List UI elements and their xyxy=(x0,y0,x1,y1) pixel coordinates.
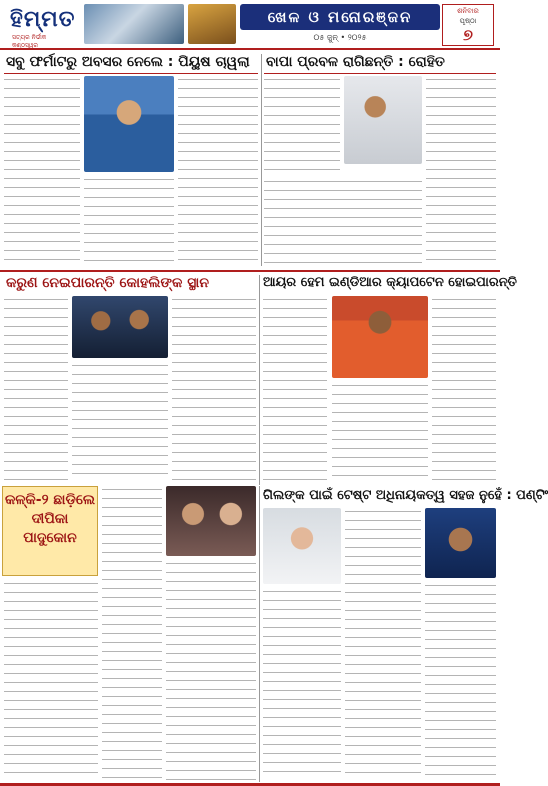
ponting-photo xyxy=(263,508,341,584)
story-karun-col1 xyxy=(4,296,68,482)
logo-text: ହିମ୍ମତ xyxy=(10,6,76,32)
banner-player-photo xyxy=(188,4,236,44)
page-number: ୭ xyxy=(463,25,473,44)
story-iyer-headline[interactable]: ଆୟର ହେମ ଇଣ୍ଡିଆର କ୍ୟାପଟେନ ହୋଇପାରନ୍ତି xyxy=(263,275,517,290)
section-divider xyxy=(0,270,500,272)
story-chawla-col2 xyxy=(84,176,174,266)
story-deepika-col3 xyxy=(166,560,256,780)
logo-tagline: ସତ୍ୟର ନିର୍ଭୀକ କଣ୍ଠସ୍ୱର xyxy=(12,34,47,49)
page-label: ପୃଷ୍ଠା xyxy=(459,17,477,25)
story-rohit-body xyxy=(264,178,422,266)
story-karun-col2 xyxy=(72,362,168,482)
masthead xyxy=(0,0,500,50)
story-deepika-col2 xyxy=(102,486,162,780)
section-title-bar xyxy=(240,4,440,30)
story-deepika-col1 xyxy=(4,580,98,780)
story-ponting-col3 xyxy=(425,582,496,780)
story-rohit-col1 xyxy=(264,76,340,176)
story-chawla-col1 xyxy=(4,76,80,266)
banner-stadium-photo xyxy=(84,4,184,44)
gill-photo xyxy=(425,508,496,578)
rohit-photo xyxy=(344,76,422,164)
column-divider xyxy=(259,486,260,782)
story-chawla-col3 xyxy=(178,76,258,266)
story-ponting-col1 xyxy=(263,588,341,780)
chawla-photo xyxy=(84,76,174,172)
kohli-photo xyxy=(72,296,168,358)
deepika-photo xyxy=(166,486,256,556)
story-karun-col3 xyxy=(172,296,256,482)
story-iyer-col2 xyxy=(332,382,428,482)
column-divider xyxy=(261,54,262,266)
story-rohit-col3 xyxy=(426,76,496,266)
story-karun-headline[interactable]: କରୁଣ ନେଇପାରନ୍ତି କୋହଲିଙ୍କ ସ୍ଥାନ xyxy=(6,275,209,291)
page-number-box xyxy=(442,4,494,46)
story-deepika-headline-box[interactable] xyxy=(2,486,98,576)
column-divider xyxy=(259,275,260,485)
story-rohit-headline[interactable]: ବାପା ପ୍ରବଳ ରାଗିଛନ୍ତି : ରୋହିତ xyxy=(266,54,445,70)
issue-day: ଶନିବାର xyxy=(457,7,479,15)
section-title: ଖେଳ ଓ ମନୋରଞ୍ଜନ xyxy=(267,8,413,26)
dateline: ୦୫ ଜୁନ୍ • ୨୦୨୫ xyxy=(313,33,367,42)
story-ponting-headline[interactable]: ଗିଲଙ୍କ ପାଇଁ ଟେଷ୍ଟ ଅଧିନାୟକତ୍ୱ ସହଜ ନୁହେଁ : ପଣ୍ଟିଂ xyxy=(263,488,548,503)
story-ponting-col2 xyxy=(345,508,421,780)
story-chawla-headline[interactable]: ସବୁ ଫର୍ମାଟରୁ ଅବସର ନେଲେ : ପିୟୁଷ ଚାୱଲା xyxy=(6,54,250,70)
divider xyxy=(264,73,496,74)
story-deepika-headline: କଳ୍କି-୨ ଛାଡ଼ିଲେ ଦୀପିକା ପାଦୁକୋନ xyxy=(4,492,96,546)
divider xyxy=(4,73,258,74)
iyer-photo xyxy=(332,296,428,378)
story-iyer-col3 xyxy=(432,296,496,482)
newspaper-logo[interactable] xyxy=(10,6,76,49)
story-iyer-col1 xyxy=(263,296,327,482)
